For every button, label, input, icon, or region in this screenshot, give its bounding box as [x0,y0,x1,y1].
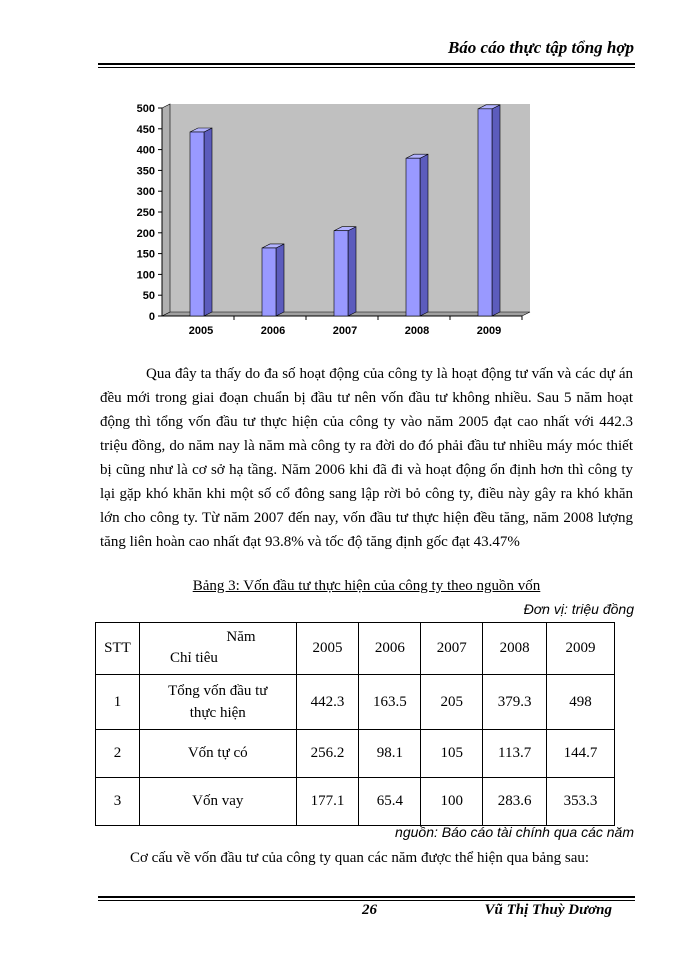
header-year: 2006 [359,623,421,675]
x-tick-label: 2008 [404,325,430,337]
y-tick-label: 250 [136,207,155,219]
header-year: 2008 [483,623,547,675]
bar [406,158,420,316]
table-row [96,778,615,826]
row-value: 100 [421,778,483,826]
bar-side [204,128,212,316]
row-stt: 3 [96,778,140,826]
row-value: 113.7 [483,730,547,778]
closing-sentence: Cơ cấu về vốn đầu tư của công ty quan các năm được thể hiện qua bảng sau: [130,850,590,866]
page-header-title: Báo cáo thực tập tổng hợp [447,38,634,57]
row-value: 353.3 [547,778,615,826]
row-value: 105 [421,730,483,778]
row-value: 205 [421,675,483,730]
y-tick-label: 0 [148,311,155,323]
header-year: 2009 [547,623,615,675]
row-stt: 2 [96,730,140,778]
row-value: 283.6 [483,778,547,826]
row-label: Vốn tự có [139,730,296,778]
bar-side [348,227,356,316]
source-note: nguồn: Báo cáo tài chính qua các năm [395,824,634,840]
bar [262,248,276,316]
bar [478,109,492,316]
footer-rule [98,896,635,898]
row-value: 442.3 [296,675,359,730]
row-value: 65.4 [359,778,421,826]
y-tick-label: 50 [142,290,155,303]
row-value: 379.3 [483,675,547,730]
x-tick-label: 2006 [260,325,286,337]
bar [334,231,348,316]
header-rule [98,63,635,65]
author-name: Vũ Thị Thuỳ Dương [484,902,612,918]
table-caption: Bảng 3: Vốn đầu tư thực hiện của công ty theo nguồn vốn [192,578,541,594]
row-stt: 1 [96,675,140,730]
row-value: 256.2 [296,730,359,778]
y-tick-label: 150 [136,248,155,261]
row-value: 98.1 [359,730,421,778]
header-nam: Năm [226,629,256,645]
header-stt: STT [96,623,140,675]
row-label: Tổng vốn đầu tư thực hiện [139,675,296,730]
investment-bar-chart [100,95,560,345]
table-header-row [96,623,615,675]
header-rule-thin [98,67,635,68]
table-row [96,730,615,778]
bar [190,132,204,316]
row-value: 177.1 [296,778,359,826]
row-value: 163.5 [359,675,421,730]
header-year: 2005 [296,623,359,675]
row-value: 144.7 [547,730,615,778]
y-tick-label: 300 [136,186,155,199]
bar-side [492,105,500,316]
row-label: Vốn vay [139,778,296,826]
y-tick-label: 400 [136,144,155,157]
body-paragraph: Qua đây ta thấy do đa số hoạt động của công ty là hoạt động tư vấn và các dự án đều mới trong giai đoạn chuẩn bị đầu tư nên vốn đầu tư không nhiều. Sau 5 năm hoạt động thì tổng vốn đầu tư thực hiện của công ty vào năm 2005 đạt cao nhất với 442.3 triệu đồng, do năm nay là năm mà công ty ra đời do đó phải đầu tư nhiều máy móc thiết bị cũng như là cơ sở hạ tầng. Năm 2006 khi đã đi và hoạt động ổn định hơn thì công ty lại gặp khó khăn khi một số cổ đông sang lập rời bỏ công ty, điều này gây ra khó khăn lớn cho công ty. Từ năm 2007 đến nay, vốn đầu tư thực hiện đều tăng, năm 2008 lượng tăng liên hoàn cao nhất đạt 93.8% và tốc độ tăng định gốc đạt 43.47% [100,366,633,550]
x-tick-label: 2007 [332,325,358,337]
y-tick-label: 450 [136,123,155,136]
header-diagonal-cell [139,623,296,675]
header-year: 2007 [421,623,483,675]
y-tick-label: 350 [136,165,155,178]
footer-rule-thin [98,900,635,901]
chart-side-wall [162,104,170,316]
chart-svg [100,95,560,345]
unit-note: Đơn vị: triệu đồng [523,601,634,617]
y-tick-label: 200 [136,227,155,240]
y-tick-label: 500 [136,103,155,115]
bar-side [276,244,284,316]
header-chi-tieu: Chỉ tiêu [169,650,218,666]
y-tick-label: 100 [136,269,155,282]
investment-table [95,622,615,826]
row-value: 498 [547,675,615,730]
x-tick-label: 2005 [188,325,214,337]
x-tick-label: 2009 [476,325,502,337]
bar-side [420,154,428,316]
page-number: 26 [362,902,377,918]
table-row [96,675,615,730]
